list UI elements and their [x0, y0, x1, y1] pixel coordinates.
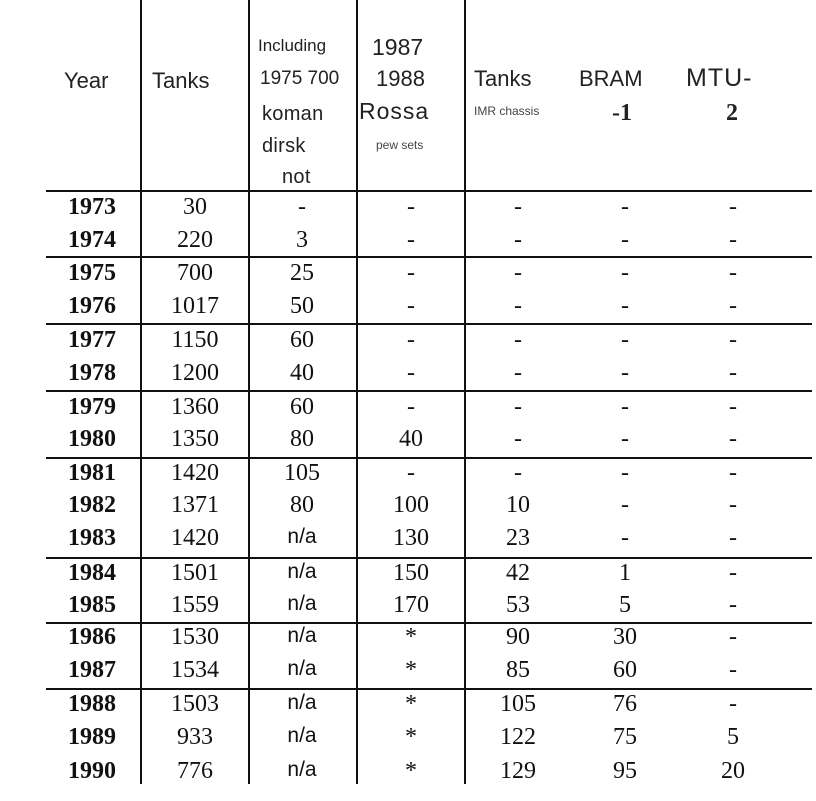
table-cell: -	[729, 460, 737, 486]
header-col3-line3: koman	[262, 103, 324, 125]
table-cell: -	[621, 460, 629, 486]
table-cell: 80	[290, 492, 314, 518]
table-cell: 5	[727, 724, 739, 750]
table-cell: n/a	[287, 592, 317, 615]
table-cell: 933	[177, 724, 213, 750]
header-col5-sub: IMR chassis	[474, 104, 540, 118]
table-cell: -	[729, 360, 737, 386]
table-cell: -	[729, 327, 737, 353]
table-cell: -	[729, 394, 737, 420]
year-cell: 1985	[68, 592, 116, 618]
table-cell: 30	[183, 194, 207, 220]
table-cell: -	[729, 592, 737, 618]
table-cell: *	[405, 657, 417, 683]
table-cell: 1017	[171, 293, 219, 319]
table-cell: 53	[506, 592, 530, 618]
header-col7-line1: MTU-	[686, 64, 753, 92]
table-cell: -	[514, 327, 522, 353]
table-cell: -	[729, 426, 737, 452]
table-cell: *	[405, 758, 417, 784]
table-cell: 95	[613, 758, 637, 784]
table-cell: 80	[290, 426, 314, 452]
year-cell: 1983	[68, 525, 116, 551]
table-cell: 76	[613, 691, 637, 717]
table-cell: n/a	[287, 758, 317, 781]
table-cell: -	[514, 460, 522, 486]
table-cell: -	[514, 260, 522, 286]
table-cell: -	[729, 227, 737, 253]
table-cell: -	[514, 293, 522, 319]
table-cell: 1503	[171, 691, 219, 717]
table-cell: -	[407, 360, 415, 386]
year-cell: 1984	[68, 560, 116, 586]
table-cell: -	[621, 327, 629, 353]
table-cell: 1534	[171, 657, 219, 683]
table-cell: -	[621, 525, 629, 551]
header-col3-line2: 1975 700	[260, 68, 340, 89]
table-cell: 105	[500, 691, 536, 717]
table-cell: -	[621, 293, 629, 319]
year-cell: 1973	[68, 194, 116, 220]
table-cell: 75	[613, 724, 637, 750]
table-cell: -	[729, 657, 737, 683]
table-cell: *	[405, 724, 417, 750]
header-col5-title: Tanks	[474, 66, 532, 91]
table-cell: 42	[506, 560, 530, 586]
table-cell: *	[405, 691, 417, 717]
table-cell: -	[407, 460, 415, 486]
table-cell: 130	[393, 525, 429, 551]
table-cell: 60	[613, 657, 637, 683]
table-cell: 1420	[171, 460, 219, 486]
table-cell: 105	[284, 460, 320, 486]
table-cell: -	[514, 394, 522, 420]
year-cell: 1981	[68, 460, 116, 486]
table-cell: 1350	[171, 426, 219, 452]
header-col7-line2: 2	[726, 100, 738, 126]
table-cell: 129	[500, 758, 536, 784]
table-cell: -	[729, 691, 737, 717]
table-cell: -	[621, 360, 629, 386]
table-cell: 1371	[171, 492, 219, 518]
year-cell: 1982	[68, 492, 116, 518]
table-cell: 60	[290, 327, 314, 353]
year-cell: 1974	[68, 227, 116, 253]
table-cell: -	[407, 227, 415, 253]
table-cell: -	[407, 327, 415, 353]
table-cell: n/a	[287, 657, 317, 680]
table-cell: -	[729, 194, 737, 220]
row-divider	[46, 622, 812, 624]
header-col4-line1: 1987	[372, 34, 424, 60]
table-cell: 100	[393, 492, 429, 518]
table-cell: 1420	[171, 525, 219, 551]
table-cell: 85	[506, 657, 530, 683]
table-cell: 1501	[171, 560, 219, 586]
table-cell: 1530	[171, 624, 219, 650]
header-col6-line2: -1	[612, 100, 632, 126]
table-cell: -	[621, 194, 629, 220]
table-cell: n/a	[287, 560, 317, 583]
header-year: Year	[64, 68, 109, 93]
table-cell: -	[514, 426, 522, 452]
table-cell: 1360	[171, 394, 219, 420]
year-cell: 1976	[68, 293, 116, 319]
table-cell: 1559	[171, 592, 219, 618]
header-col6-line1: BRAM	[579, 66, 643, 91]
table-cell: -	[621, 492, 629, 518]
table-cell: 3	[296, 227, 308, 253]
row-divider	[46, 457, 812, 459]
table-cell: 23	[506, 525, 530, 551]
table-cell: -	[407, 293, 415, 319]
row-divider	[46, 557, 812, 559]
table-cell: 150	[393, 560, 429, 586]
table-cell: 220	[177, 227, 213, 253]
table-cell: n/a	[287, 624, 317, 647]
header-col4-line3: Rossa	[359, 98, 430, 124]
table-cell: 122	[500, 724, 536, 750]
year-cell: 1986	[68, 624, 116, 650]
header-col3-line1: Including	[258, 36, 327, 55]
header-col4-line4: pew sets	[376, 138, 424, 152]
table-cell: -	[298, 194, 306, 220]
table-cell: 10	[506, 492, 530, 518]
year-cell: 1978	[68, 360, 116, 386]
table-cell: 60	[290, 394, 314, 420]
table-cell: 1150	[171, 327, 219, 353]
table-cell: 1200	[171, 360, 219, 386]
table-cell: -	[621, 394, 629, 420]
table-cell: -	[407, 260, 415, 286]
table-cell: -	[621, 426, 629, 452]
year-cell: 1990	[68, 758, 116, 784]
year-cell: 1987	[68, 657, 116, 683]
table-cell: 700	[177, 260, 213, 286]
table-cell: -	[621, 260, 629, 286]
table-cell: -	[514, 227, 522, 253]
table-cell: n/a	[287, 724, 317, 747]
table-cell: 30	[613, 624, 637, 650]
header-col3-line5: not	[282, 166, 311, 188]
year-cell: 1977	[68, 327, 116, 353]
table-cell: -	[514, 194, 522, 220]
year-cell: 1988	[68, 691, 116, 717]
table-cell: -	[514, 360, 522, 386]
table-cell: 5	[619, 592, 631, 618]
table-cell: -	[729, 624, 737, 650]
table-cell: 90	[506, 624, 530, 650]
table-cell: *	[405, 624, 417, 650]
year-cell: 1975	[68, 260, 116, 286]
table-cell: 40	[399, 426, 423, 452]
row-divider	[46, 256, 812, 258]
year-cell: 1980	[68, 426, 116, 452]
table-cell: -	[621, 227, 629, 253]
row-divider	[46, 390, 812, 392]
table-cell: -	[407, 394, 415, 420]
table-cell: 50	[290, 293, 314, 319]
row-divider	[46, 190, 812, 192]
row-divider	[46, 323, 812, 325]
header-col4-line2: 1988	[376, 66, 425, 91]
table-cell: -	[729, 293, 737, 319]
table-cell: 170	[393, 592, 429, 618]
table-cell: 25	[290, 260, 314, 286]
year-cell: 1979	[68, 394, 116, 420]
table-cell: -	[407, 194, 415, 220]
row-divider	[46, 688, 812, 690]
table-cell: 20	[721, 758, 745, 784]
table-cell: n/a	[287, 691, 317, 714]
header-tanks: Tanks	[152, 68, 210, 93]
table-cell: 1	[619, 560, 631, 586]
table-cell: -	[729, 492, 737, 518]
table-cell: 40	[290, 360, 314, 386]
table-cell: -	[729, 260, 737, 286]
table-cell: 776	[177, 758, 213, 784]
table-cell: n/a	[287, 525, 317, 548]
header-col3-line4: dirsk	[262, 135, 306, 157]
table-cell: -	[729, 525, 737, 551]
year-cell: 1989	[68, 724, 116, 750]
table-cell: -	[729, 560, 737, 586]
